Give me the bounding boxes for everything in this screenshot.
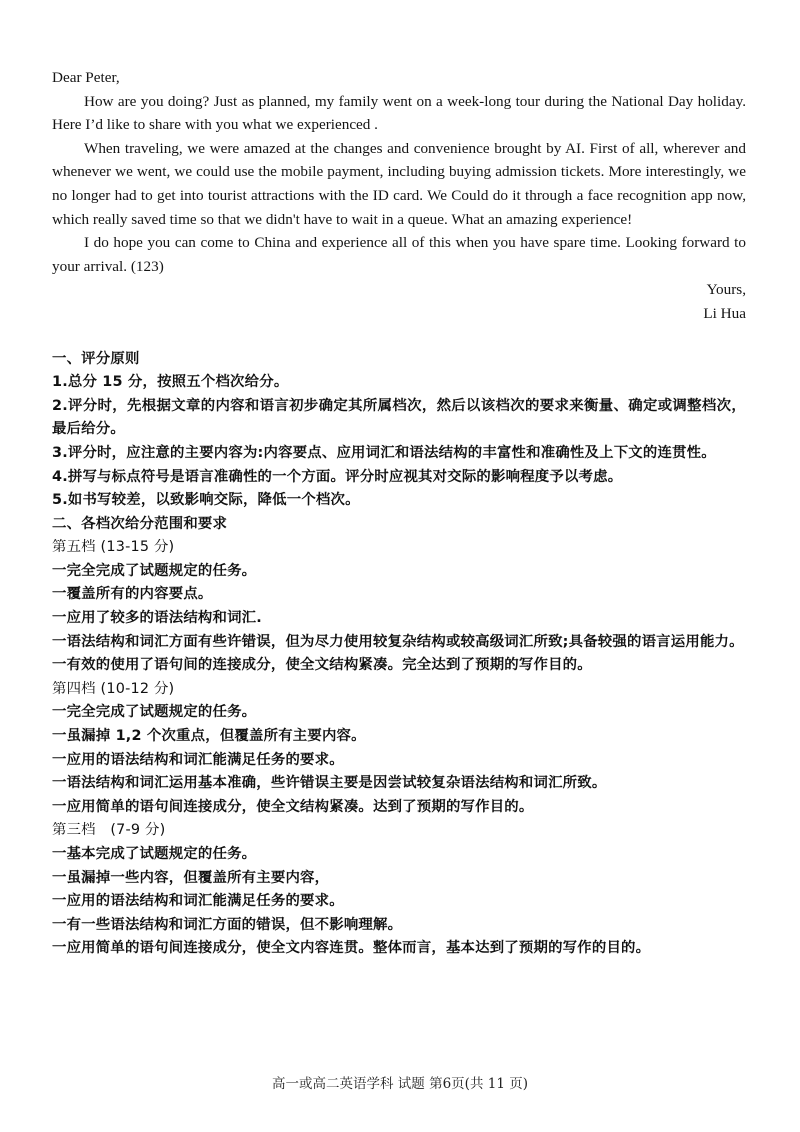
section-title: 二、各档次给分范围和要求	[52, 515, 228, 532]
level-item: 一完全完成了试题规定的任务。	[52, 562, 257, 579]
level-title: 第五档 (13-15 分)	[52, 539, 175, 556]
level-title: 第四档 (10-12 分)	[52, 680, 175, 697]
section-gap	[52, 326, 746, 348]
principle-item: 4.拼写与标点符号是语言准确性的一个方面。评分时应视其对交际的影响程度予以考虑。	[52, 468, 623, 485]
letter-salutation: Dear Peter,	[52, 69, 120, 86]
principle-item: 1.总分 15 分，按照五个档次给分。	[52, 374, 289, 391]
letter-closing: Yours,	[706, 281, 746, 299]
level-item: 一语法结构和词汇方面有些许错误，但为尽力使用较复杂结构或较高级词汇所致;具备较强的语言运用能力。	[52, 633, 744, 650]
sample-letter	[52, 66, 746, 326]
level-item: 一有一些语法结构和词汇方面的错误，但不影响理解。	[52, 916, 403, 933]
level-item: 一完全完成了试题规定的任务。	[52, 704, 257, 721]
level-item: 一应用的语法结构和词汇能满足任务的要求。	[52, 893, 344, 910]
level-item: 一有效的使用了语句间的连接成分，使全文结构紧凑。完全达到了预期的写作目的。	[52, 657, 592, 674]
level-item: 一应用简单的语句间连接成分，使全文内容连贯。整体而言，基本达到了预期的写作的目的。	[52, 940, 651, 957]
level-item: 一虽漏掉 1,2 个次重点，但覆盖所有主要内容。	[52, 728, 366, 745]
principle-item: 5.如书写较差，以致影响交际，降低一个档次。	[52, 492, 360, 509]
letter-paragraph: When traveling, we were amazed at the changes and convenience brought by AI. First of all, wherever and whenever we went, we could use the mobile payment, including buying admission tickets. More interestingly, we no longer had to get into tourist attractions with the ID card. We Could do it through a face recognition app now, which really saved time so that we didn't have to wait in a queue. What an amazing experience!	[52, 139, 746, 228]
letter-signature: Li Hua	[703, 304, 746, 322]
principle-item: 2.评分时，先根据文章的内容和语言初步确定其所属档次，然后以该档次的要求来衡量、确定或调整档次，最后给分。	[52, 397, 746, 438]
section-title: 一、评分原则	[52, 350, 140, 367]
page-content	[52, 66, 746, 961]
level-item: 一基本完成了试题规定的任务。	[52, 846, 257, 862]
scoring-guide	[52, 348, 746, 961]
level-item: 一应用简单的语句间连接成分，使全文结构紧凑。达到了预期的写作目的。	[52, 798, 534, 815]
letter-paragraph: How are you doing? Just as planned, my family went on a week-long tour during the National Day holiday. Here I’d like to share with you what we experienced .	[52, 92, 746, 134]
page-footer: 高一或高二英语学科 试题 第6页(共 11 页)	[272, 1076, 528, 1092]
letter-paragraph: I do hope you can come to China and experience all of this when you have spare time. Looking forward to your arrival. (123)	[52, 234, 746, 275]
level-item: 一覆盖所有的内容要点。	[52, 586, 213, 603]
level-title: 第三档 (7-9 分)	[52, 822, 166, 839]
level-item: 一应用了较多的语法结构和词汇.	[52, 610, 262, 627]
level-item: 一应用的语法结构和词汇能满足任务的要求。	[52, 751, 344, 768]
level-item: 一虽漏掉一些内容，但覆盖所有主要内容，	[52, 869, 330, 886]
principle-item: 3.评分时，应注意的主要内容为:内容要点、应用词汇和语法结构的丰富性和准确性及上下文的连贯性。	[52, 444, 716, 461]
level-item: 一语法结构和词汇运用基本准确，些许错误主要是因尝试较复杂语法结构和词汇所致。	[52, 775, 607, 792]
